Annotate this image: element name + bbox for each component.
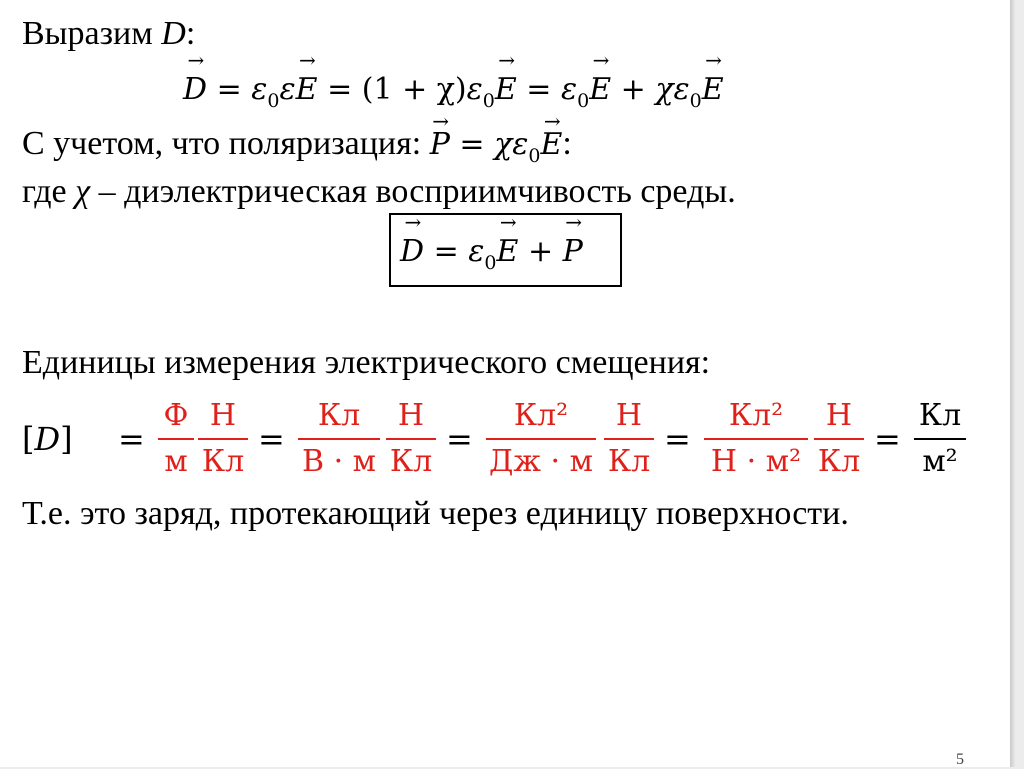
page-number: 5 bbox=[956, 751, 964, 768]
heading-express-d: Выразим D: bbox=[22, 15, 196, 52]
susceptibility-line: где χ – диэлектрическая восприимчивость среды. bbox=[22, 173, 736, 210]
equation-d-definition: → $D = \varepsilon_0\varepsilon\to E = (1 + \chi)\varepsilon_0\to E = \varepsilon_0\to E + \chi\varepsilon_0\to E$ bbox=[183, 72, 724, 107]
conclusion-line: Т.е. это заряд, протекающий через единицу поверхности. bbox=[22, 495, 849, 532]
equals-sign: = bbox=[118, 420, 145, 458]
units-lhs: [D] bbox=[22, 420, 73, 458]
equals-sign: = bbox=[874, 420, 901, 458]
slide-edge bbox=[1010, 0, 1024, 767]
equals-sign: = bbox=[258, 420, 285, 458]
fraction-newton-per-coulomb: Н Кл bbox=[604, 396, 654, 482]
fraction-newton-per-coulomb: Н Кл bbox=[198, 396, 248, 482]
fraction-coulomb-per-meter-sq: Кл м² bbox=[914, 396, 966, 482]
equals-sign: = bbox=[664, 420, 691, 458]
fraction-farad-per-meter: Ф м bbox=[158, 396, 194, 482]
polarization-line: С учетом, что поляризация: → $P = \chi\varepsilon_0\to E$: bbox=[22, 124, 572, 168]
fraction-coulomb-per-volt-meter: Кл В · м bbox=[298, 396, 380, 482]
boxed-equation: → $D = \varepsilon_0\to E$ + → P bbox=[400, 234, 583, 269]
fraction-newton-per-coulomb: Н Кл bbox=[814, 396, 864, 482]
fraction-coulomb-sq-per-newton-meter-sq: Кл² Н · м² bbox=[704, 396, 808, 482]
fraction-newton-per-coulomb: Н Кл bbox=[386, 396, 436, 482]
units-heading: Единицы измерения электрического смещения: bbox=[22, 344, 711, 381]
equals-sign: = bbox=[446, 420, 473, 458]
fraction-coulomb-sq-per-joule-meter: Кл² Дж · м bbox=[486, 396, 596, 482]
